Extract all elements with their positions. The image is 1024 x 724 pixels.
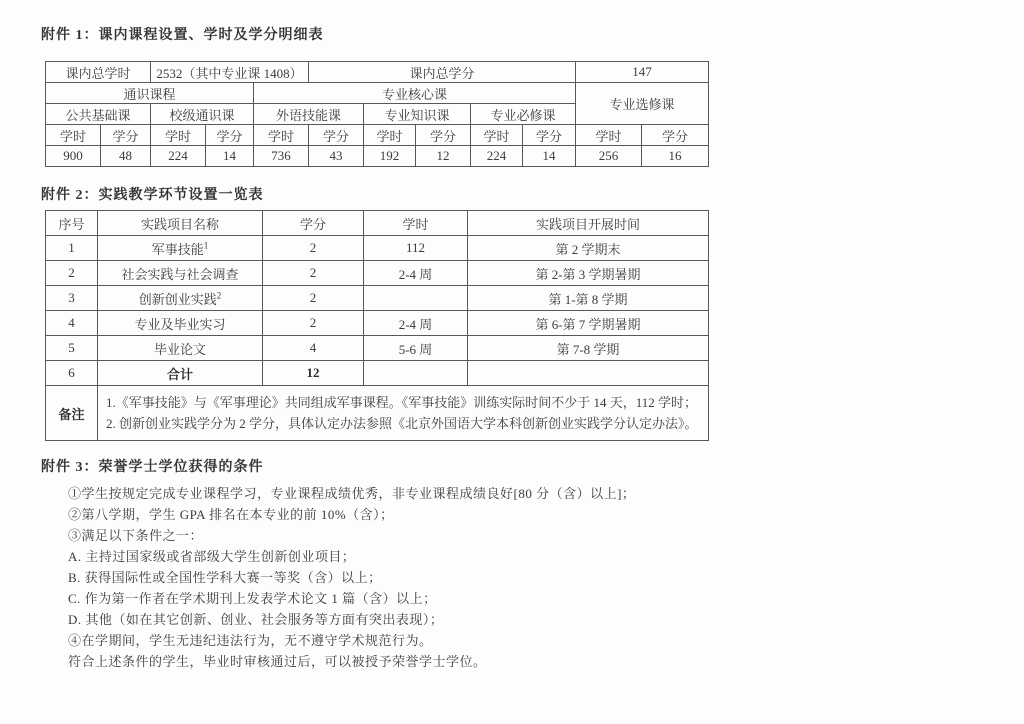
- row-number: 2: [46, 261, 98, 286]
- total-credits: 12: [263, 361, 364, 386]
- value-cell: 12: [416, 146, 471, 167]
- table-row-totals: [46, 62, 709, 83]
- unit-header: 学分: [206, 125, 254, 146]
- project-name: 军事技能$^1$: [98, 236, 263, 261]
- condition-line: ③满足以下条件之一：: [68, 528, 204, 543]
- value-cell: 43: [309, 146, 364, 167]
- condition-line: A. 主持过国家级或省部级大学生创新创业项目；: [68, 549, 356, 564]
- credits-cell: 2: [263, 236, 364, 261]
- category-header: 公共基础课: [46, 104, 151, 125]
- table-row: [46, 336, 709, 361]
- table-row: [46, 236, 709, 261]
- hours-cell: [364, 286, 468, 311]
- group-general-header: 通识课程: [46, 83, 254, 104]
- value-cell: 48: [101, 146, 151, 167]
- condition-line: C. 作为第一作者在学术期刊上发表学术论文 1 篇（含）以上；: [68, 591, 437, 606]
- hours-cell: 5-6 周: [364, 336, 468, 361]
- total-hours-value: 2532（其中专业课 1408）: [151, 62, 309, 83]
- group-core-header: 专业核心课: [254, 83, 576, 104]
- unit-header: 学分: [642, 125, 709, 146]
- value-cell: 256: [576, 146, 642, 167]
- time-cell: 第 6-第 7 学期暑期: [468, 311, 709, 336]
- column-header: 学分: [263, 211, 364, 236]
- column-header: 学时: [364, 211, 468, 236]
- unit-header: 学时: [254, 125, 309, 146]
- unit-header: 学分: [416, 125, 471, 146]
- unit-header: 学分: [309, 125, 364, 146]
- project-name: 毕业论文: [98, 336, 263, 361]
- appendix3-title: 附件 3：荣誉学士学位获得的条件: [41, 460, 264, 475]
- value-cell: 16: [642, 146, 709, 167]
- table-total-row: [46, 361, 709, 386]
- honor-degree-conditions: [68, 483, 1024, 672]
- table-row-units: [46, 125, 709, 146]
- row-number: 6: [46, 361, 98, 386]
- credits-cell: 2: [263, 286, 364, 311]
- remark-line: 1.《军事技能》与《军事理论》共同组成军事课程。《军事技能》训练实际时间不少于 14 天，112 学时；: [106, 395, 698, 410]
- row-number: 3: [46, 286, 98, 311]
- column-header: 序号: [46, 211, 98, 236]
- table-row-values: [46, 146, 709, 167]
- remark-line: 2. 创新创业实践学分为 2 学分，具体认定办法参照《北京外国语大学本科创新创业实践学分认定办法》。: [106, 416, 698, 431]
- hours-cell: 112: [364, 236, 468, 261]
- table-row: [46, 311, 709, 336]
- table-remark-row: [46, 386, 709, 441]
- project-name: 社会实践与社会调查: [98, 261, 263, 286]
- condition-line: ①学生按规定完成专业课程学习，专业课程成绩优秀，非专业课程成绩良好[80 分（含）以上]；: [68, 486, 636, 501]
- unit-header: 学时: [364, 125, 416, 146]
- time-cell: 第 2 学期末: [468, 236, 709, 261]
- column-header: 实践项目名称: [98, 211, 263, 236]
- table-header-row: [46, 211, 709, 236]
- condition-line: 符合上述条件的学生，毕业时审核通过后，可以被授予荣誉学士学位。: [68, 654, 487, 669]
- condition-line: ②第八学期，学生 GPA 排名在本专业的前 10%（含）；: [68, 507, 394, 522]
- group-elective-header: 专业选修课: [576, 83, 709, 125]
- column-header: 实践项目开展时间: [468, 211, 709, 236]
- category-header: 校级通识课: [151, 104, 254, 125]
- appendix2-title: 附件 2：实践教学环节设置一览表: [41, 188, 264, 203]
- hours-cell: 2-4 周: [364, 261, 468, 286]
- table-row-groups: [46, 83, 709, 104]
- credits-cell: 4: [263, 336, 364, 361]
- condition-line: D. 其他（如在其它创新、创业、社会服务等方面有突出表现）；: [68, 612, 444, 627]
- time-cell: 第 7-8 学期: [468, 336, 709, 361]
- time-cell: 第 2-第 3 学期暑期: [468, 261, 709, 286]
- total-credits-value: 147: [576, 62, 709, 83]
- hours-cell: 2-4 周: [364, 311, 468, 336]
- total-credits-label: 课内总学分: [309, 62, 576, 83]
- category-header: 专业必修课: [471, 104, 576, 125]
- unit-header: 学时: [151, 125, 206, 146]
- row-number: 5: [46, 336, 98, 361]
- unit-header: 学时: [471, 125, 523, 146]
- hours-cell: [364, 361, 468, 386]
- footnote-marker: 1: [203, 240, 209, 251]
- practice-teaching-table: [45, 210, 709, 441]
- course-hours-credits-table: [45, 61, 709, 167]
- row-number: 1: [46, 236, 98, 261]
- unit-header: 学时: [46, 125, 101, 146]
- category-header: 专业知识课: [364, 104, 471, 125]
- total-label: 合计: [98, 361, 263, 386]
- value-cell: 14: [523, 146, 576, 167]
- value-cell: 736: [254, 146, 309, 167]
- table-row: [46, 261, 709, 286]
- value-cell: 224: [471, 146, 523, 167]
- condition-line: ④在学期间，学生无违纪违法行为，无不遵守学术规范行为。: [68, 633, 433, 648]
- table-row: [46, 286, 709, 311]
- remark-label: 备注: [46, 386, 98, 441]
- value-cell: 900: [46, 146, 101, 167]
- unit-header: 学分: [101, 125, 151, 146]
- remark-content: [98, 386, 709, 441]
- value-cell: 224: [151, 146, 206, 167]
- project-name: 创新创业实践$^2$: [98, 286, 263, 311]
- value-cell: 192: [364, 146, 416, 167]
- unit-header: 学时: [576, 125, 642, 146]
- appendix1-title: 附件 1：课内课程设置、学时及学分明细表: [41, 28, 324, 43]
- value-cell: 14: [206, 146, 254, 167]
- category-header: 外语技能课: [254, 104, 364, 125]
- total-hours-label: 课内总学时: [46, 62, 151, 83]
- footnote-marker: 2: [216, 290, 222, 301]
- credits-cell: 2: [263, 311, 364, 336]
- condition-line: B. 获得国际性或全国性学科大赛一等奖（含）以上；: [68, 570, 382, 585]
- credits-cell: 2: [263, 261, 364, 286]
- unit-header: 学分: [523, 125, 576, 146]
- project-name: 专业及毕业实习: [98, 311, 263, 336]
- time-cell: 第 1-第 8 学期: [468, 286, 709, 311]
- time-cell: [468, 361, 709, 386]
- row-number: 4: [46, 311, 98, 336]
